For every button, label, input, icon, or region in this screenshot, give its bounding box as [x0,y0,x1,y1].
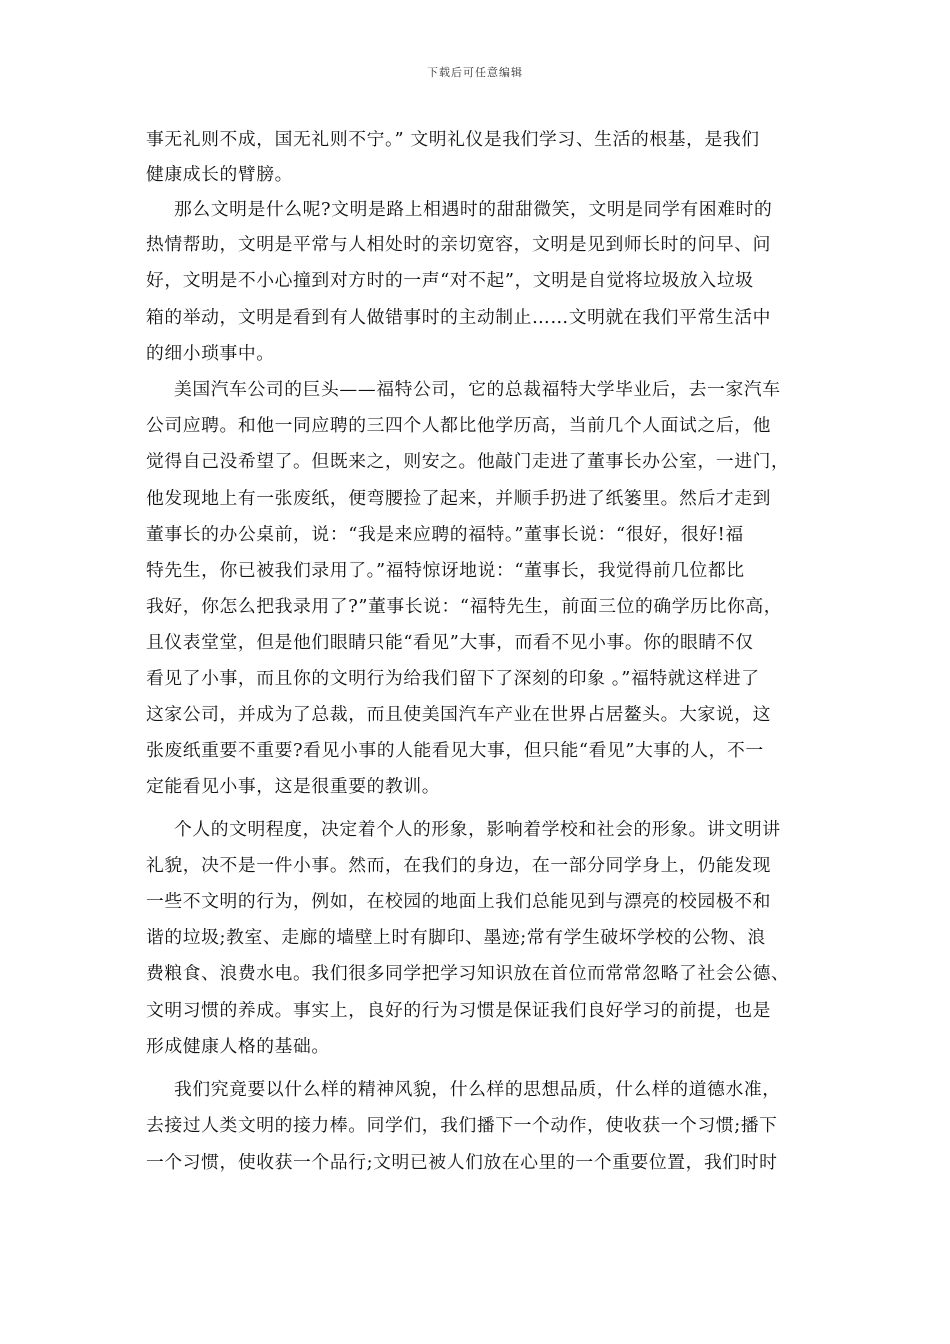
text-line: 公司应聘。和他一同应聘的三四个人都比他学历高，当前几个人面试之后，他 [146,415,771,436]
text-line: 张废纸重要不重要?看见小事的人能看见大事，但只能“看见”大事的人，不一 [146,740,764,761]
text-line: 个人的文明程度，决定着个人的形象，影响着学校和社会的形象。讲文明讲 [174,819,781,840]
text-line: 定能看见小事，这是很重要的教训。 [146,776,441,797]
text-line: 觉得自己没希望了。但既来之，则安之。他敲门走进了董事长办公室，一进门， [146,451,790,472]
text-line: 特先生，你已被我们录用了。”福特惊讶地说：“董事长，我觉得前几位都比 [146,560,745,581]
text-line: 的细小琐事中。 [146,343,275,364]
text-line: 董事长的办公桌前，说：“我是来应聘的福特。”董事长说：“很好，很好!福 [146,524,744,545]
text-line: 且仪表堂堂，但是他们眼睛只能“看见”大事，而看不见小事。你的眼睛不仅 [146,632,754,653]
text-line: 形成健康人格的基础。 [146,1036,330,1057]
text-line: 这家公司，并成为了总裁，而且使美国汽车产业在世界占居鳌头。大家说，这 [146,704,771,725]
text-line: 好，文明是不小心撞到对方时的一声“对不起”，文明是自觉将垃圾放入垃圾 [146,270,754,291]
text-line: 美国汽车公司的巨头——福特公司，它的总裁福特大学毕业后，去一家汽车 [174,379,781,400]
text-line: 那么文明是什么呢?文明是路上相遇时的甜甜微笑，文明是同学有困难时的 [174,199,773,220]
text-line: 一些不文明的行为，例如，在校园的地面上我们总能见到与漂亮的校园极不和 [146,891,771,912]
text-line: 我们究竟要以什么样的精神风貌，什么样的思想品质，什么样的道德水准， [174,1079,781,1100]
text-line: 文明习惯的养成。事实上，良好的行为习惯是保证我们良好学习的前提，也是 [146,1000,771,1021]
text-line: 礼貌，决不是一件小事。然而，在我们的身边，在一部分同学身上，仍能发现 [146,855,771,876]
text-line: 一个习惯，使收获一个品行;文明已被人们放在心里的一个重要位置，我们时时 [146,1152,778,1173]
text-line: 看见了小事，而且你的文明行为给我们留下了深刻的印象 。”福特就这样进了 [146,668,760,689]
text-line: 箱的举动，文明是看到有人做错事时的主动制止……文明就在我们平常生活中 [146,307,771,328]
page-header: 下载后可任意编辑 [427,66,523,79]
text-line: 健康成长的臂膀。 [146,164,294,185]
text-line: 热情帮助，文明是平常与人相处时的亲切宽容，文明是见到师长时的问早、问 [146,234,771,255]
text-line: 费粮食、浪费水电。我们很多同学把学习知识放在首位而常常忽略了社会公德、 [146,963,790,984]
text-line: 我好，你怎么把我录用了?”董事长说：“福特先生，前面三位的确学历比你高， [146,596,783,617]
text-line: 他发现地上有一张废纸，便弯腰捡了起来，并顺手扔进了纸篓里。然后才走到 [146,488,771,509]
text-line: 事无礼则不成，国无礼则不宁。” 文明礼仪是我们学习、生活的根基，是我们 [146,129,760,150]
text-line: 去接过人类文明的接力棒。同学们，我们播下一个动作，使收获一个习惯;播下 [146,1115,778,1136]
text-line: 谐的垃圾;教室、走廊的墙壁上时有脚印、墨迹;常有学生破坏学校的公物、浪 [146,927,766,948]
